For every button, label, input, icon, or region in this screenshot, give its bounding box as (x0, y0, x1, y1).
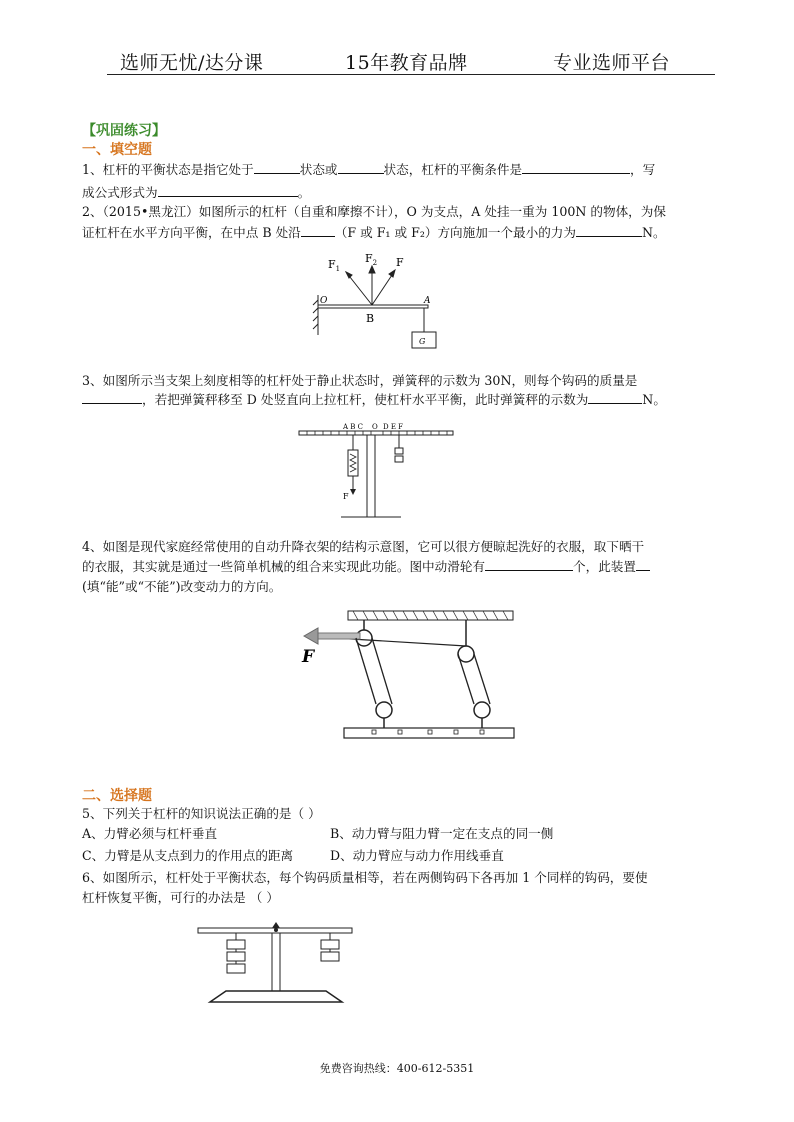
support-post (367, 435, 375, 517)
lever-bar (318, 305, 428, 308)
label-b: B (366, 312, 375, 325)
q5-option-c: C、力臂是从支点到力的作用点的距离 (82, 848, 294, 863)
part2-title: 二、选择题 (82, 788, 152, 804)
q6-line2: 杠杆恢复平衡，可行的办法是 （ ） (82, 890, 279, 905)
header-right: 专业选师平台 (553, 52, 671, 74)
label-f: F (396, 256, 404, 269)
q5-option-d: D、动力臂应与动力作用线垂直 (330, 848, 504, 863)
q4-pulley-figure (298, 608, 520, 744)
header-left: 选师无忧/达分课 (120, 52, 264, 74)
q6-lever-figure (196, 916, 354, 1006)
ceiling (348, 611, 513, 620)
label-a: A (424, 296, 431, 306)
q5-option-a: A、力臂必须与杠杆垂直 (82, 826, 218, 841)
ticks-left-labels: A B C (343, 423, 364, 431)
pivot-mark (272, 922, 280, 928)
left-weight-3 (227, 964, 245, 973)
q5-stem: 5、下列关于杠杆的知识说法正确的是（ ） (82, 806, 321, 821)
stand-base (210, 991, 342, 1002)
arrow-f (372, 272, 394, 305)
label-f-pulley: F (302, 647, 315, 667)
force-arrow-head (304, 628, 318, 644)
q6-line1: 6、如图所示，杠杆处于平衡状态，每个钩码质量相等，若在两侧钩码下各再加 1 个同样的钩码，要使 (82, 870, 648, 885)
header-divider (107, 74, 715, 75)
ticks-right-labels: D E F (383, 423, 404, 431)
q3-line1: 3、如图所示当支架上刻度相等的杠杆处于静止状态时，弹簧秤的示数为 30N，则每个钩码的质量是 (82, 373, 638, 388)
q2-line2: 证杠杆在水平方向平衡，在中点 B 处沿 （F 或 F₁ 或 F₂）方向施加一个最小的力为 N。 (82, 221, 666, 245)
movable-pulley-left (376, 702, 392, 718)
q3-line2: ，若把弹簧秤移至 D 处竖直向上拉杠杆，使杠杆水平平衡，此时弹簧秤的示数为 N。 (82, 388, 666, 412)
q3-lever-figure (297, 420, 457, 520)
force-arrow-shaft (316, 633, 360, 639)
q5-option-b: B、动力臂与阻力臂一定在支点的同一侧 (330, 826, 554, 841)
left-weight-1 (227, 940, 245, 949)
hook-weight-2 (395, 456, 403, 462)
label-f-spring: F (343, 492, 349, 501)
label-o: O (320, 296, 328, 306)
q2-line1: 2、（2015•黑龙江）如图所示的杠杆（自重和摩擦不计），O 为支点，A 处挂一重为 100N 的物体，为保 (82, 204, 666, 219)
pivot-label: O (372, 423, 378, 431)
right-weight-1 (321, 940, 339, 949)
right-weight-2 (321, 952, 339, 961)
section-title: 【巩固练习】 (82, 123, 166, 139)
left-weight-2 (227, 952, 245, 961)
q4-line1: 4、如图是现代家庭经常使用的自动升降衣架的结构示意图，它可以很方便晾起洗好的衣服，取下晒干 (82, 539, 645, 554)
label-f2: $F_2$ (365, 252, 378, 267)
q1-line2: 成公式形式为 。 (82, 181, 310, 205)
wall-hatch (313, 295, 318, 335)
label-f1: $F_1$ (328, 258, 341, 273)
label-g: G (419, 337, 426, 346)
part1-title: 一、填空题 (82, 142, 152, 158)
header-center: 15年教育品牌 (345, 52, 468, 74)
hook-weight-1 (395, 448, 403, 454)
footer-hotline: 免费咨询热线：400-612-5351 (319, 1062, 475, 1075)
support-stand (272, 933, 280, 991)
q2-lever-figure (310, 250, 450, 352)
q1-line1: 1、杠杆的平衡状态是指它处于 状态或 状态，杠杆的平衡条件是 ，写 (82, 158, 655, 182)
q4-line2: 的衣服，其实就是通过一些简单机械的组合来实现此功能。图中动滑轮有 个，此装置 (82, 555, 650, 579)
scale-bar (299, 431, 453, 435)
movable-pulley-right (474, 702, 490, 718)
q4-line3: (填“能”或“不能”)改变动力的方向。 (82, 579, 282, 594)
